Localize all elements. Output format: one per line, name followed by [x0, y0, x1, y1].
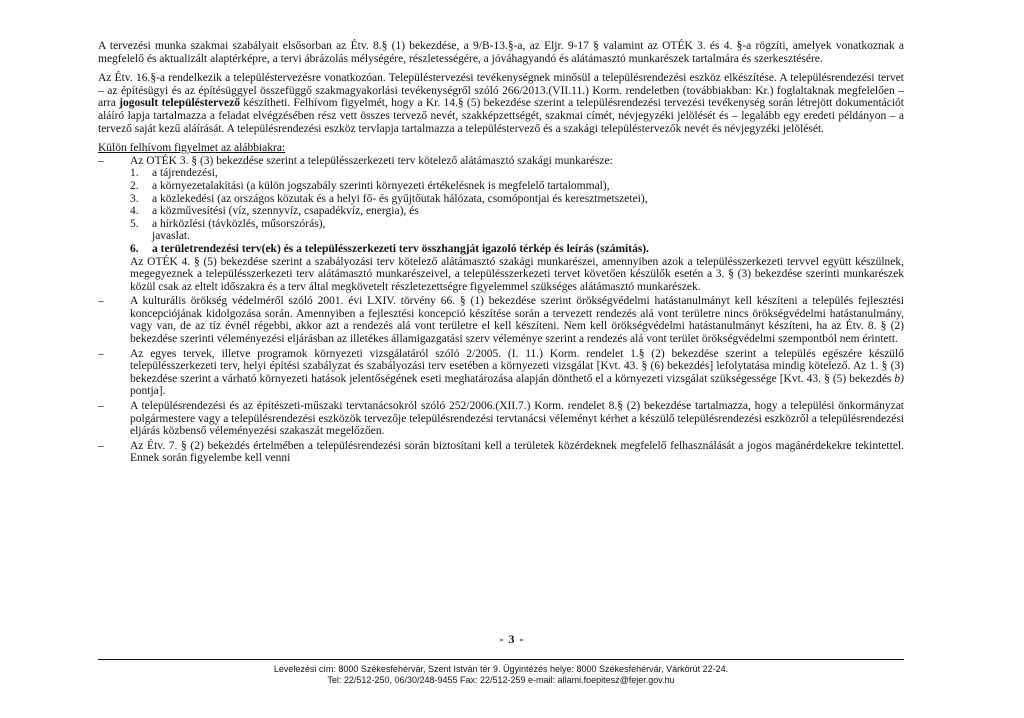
list-item: 4. a közművesítési (víz, szennyvíz, csapadékvíz, energia), és — [130, 205, 419, 218]
list-item: 3. a közlekedési (az országos közutak és a helyi fő- és gyűjtőutak hálózata, csomópontjai és keresztmetszetei), — [130, 192, 648, 205]
dash-item-public-interest — [98, 440, 904, 465]
document-body — [98, 40, 904, 465]
dash-item-otek — [98, 155, 904, 168]
list-item: 2. a környezetalakítási (a külön jogszabály szerinti környezeti értékelésnek is megfelelő tartalommal), — [130, 179, 610, 192]
dash-item-text: Az Étv. 7. § (2) bekezdés értelmében a településrendezési során biztosítani kell a területek közérdeknek megfelelő felhasználását a jogos magánérdekekre tekintettel. Ennek során figyelembe kell venni — [130, 439, 904, 465]
paragraph-settlement-planning — [98, 72, 904, 135]
dash-item-design-council — [98, 400, 904, 438]
letterhead-footer — [98, 659, 904, 686]
dash-item-text: A kulturális örökség védelméről szóló 2001. évi LXIV. törvény 66. § (1) bekezdése szerint örökségvédelmi hatástanulmányt kell készíteni a település fejlesztési koncepciójának kidolgozása során. Amennyiben a fejlesztési koncepció készítése során a tervezett rendezés alá vont területre nincs örökségvédelmi hatástanulmány, vagy van, de az tíz évnél régebbi, akkor azt a rendezés alá vont területre el kell készíteni. Nem kell örökségvédelmi hatástanulmányt készíteni, ha az Étv. 8. § (2) bekezdése szerinti véleményezési eljárásban az illetékes államigazgatási szerv véleménye szerint a rendezés alá vont terület örökségvédelmi szempontból nem érintett. — [130, 295, 904, 346]
footer-contact: Tel: 22/512-250, 06/30/248-9455 Fax: 22/512-259 e-mail: allami.foepitesz@fejer.gov.hu — [327, 675, 675, 685]
list-item: 5. a hírközlési (távközlés, műsorszórás), — [130, 217, 326, 230]
list-item-bold: 6. a területrendezési terv(ek) és a településszerkezeti terv összhangját igazoló térkép és leírás (számítás). — [130, 242, 650, 255]
bold-phrase: jogosult településtervező — [119, 97, 240, 110]
dash-bullet: – — [98, 295, 104, 308]
dash-bullet: – — [98, 400, 104, 413]
dash-bullet: – — [98, 347, 104, 360]
dash-item-text: Az OTÉK 3. § (3) bekezdése szerint a településszerkezeti terv kötelező alátámasztó szakági munkarésze: — [130, 154, 613, 167]
dash-item-text: A településrendezési és az építészeti-műszaki tervtanácsokról szóló 252/2006.(XII.7.) Korm. rendelet 8.§ (2) bekezdése tartalmazza, hogy a települési önkormányzat polgármestere vagy a településrendezési eszközök tervezője településrendezési tervtanácsi véleményt kérhet a készülő településrendezési eszközről a településrendezési eljárás közbenső véleményezési szakaszát megelőzően. — [130, 400, 904, 438]
paragraph-text: készítheti. Felhívom figyelmét, hogy a Kr. 14.§ (5) bekezdése szerint a településrendezési tervezési tevékenység során létrejött dokumentációt aláíró lapja tartalmazza a feladat elvégzésében rész vett összes tervező nevét, szakképzettségét, szakmai címét, névjegyzéki jelölését és – legalább egy eredeti példányon – a tervező saját kezű aláírását. A településrendezési eszköz tervlapja tartalmazza a településtervező és a szakági településtervezők nevét és névjegyzéki jelölését. — [98, 97, 905, 135]
list-item: 1. a tájrendezési, — [130, 167, 218, 180]
dash-bullet: – — [98, 439, 104, 452]
dash-item-environment — [98, 348, 904, 398]
footer-address: Levelezési cím: 8000 Székesfehérvár, Szent István tér 9. Ügyintézés helye: 8000 Székesfehérvár, Várkörút 22-24. — [273, 664, 729, 674]
required-supporting-documents-list — [98, 167, 904, 255]
dash-item-heritage — [98, 295, 904, 345]
otek-4-paragraph: Az OTÉK 4. § (5) bekezdése szerint a szabályozási terv kötelező alátámasztó szakági munkarészei, amennyiben azok a településszerkezeti tervvel együtt készülnek, megegyeznek a településszerkezeti terv alátámasztó munkarészeivel, a településszerkezeti tervet követően készülők esetén a 3. § (3) bekezdése szerinti munkarészek közül csak az eltelt időszakra és a terv által megkövetelt részletezettségre figyelemmel szükséges alátámasztó munkarészek. — [130, 255, 904, 293]
paragraph-design-rules: A tervezési munka szakmai szabályait elsősorban az Étv. 8.§ (1) bekezdése, a 9/B-13.§-a, az Eljr. 9-17 § valamint az OTÉK 3. és 4. §-a rögzíti, amelyek vonatkoznak a megfelelő és aktualizált alaptérképre, a tervi ábrázolás mélységére, részletességére, a jóváhagyandó és alátámasztó munkarészek tartalmára és szerkesztésére. — [98, 40, 904, 65]
list-item: javaslat. — [152, 230, 190, 243]
page-number: - 3 - — [499, 632, 525, 646]
attention-heading: Külön felhívom figyelmet az alábbiakra: — [98, 142, 286, 155]
dash-item-text: Az egyes tervek, illetve programok környezeti vizsgálatáról szóló 2/2005. (I. 11.) Korm. rendelet 1.§ (2) bekezdése szerint a település egészére készülő településszerkezeti terv, helyi építési szabályzat és szabályozási terv esetében a környezeti vizsgálat [Kvt. 43. § (6) bekezdés] lefolytatása mindig kötelező. Az 1. § (3) bekezdése szerint a várható környezeti hatások jelentőségének eseti meghatározása alapján dönthető el a környezeti vizsgálat szükségessége [Kvt. 43. § (5) bekezdés b) pontja]. — [130, 347, 904, 398]
dash-bullet: – — [98, 154, 104, 167]
paragraph-text: Az Étv. 16.§-a rendelkezik a településtervezésre vonatkozóan. Településtervezési tevékenységnek minősül a településrendezési eszköz elkészítése. A településrendezési tervet – az építésügyi és az építésüggyel összefüggő szakmagyakorlási tevékenységről szóló 266/2013.(VII.11.) Korm. rendeletben (továbbiakban: Kr.) foglaltaknak megfelelően – arra — [98, 72, 904, 110]
